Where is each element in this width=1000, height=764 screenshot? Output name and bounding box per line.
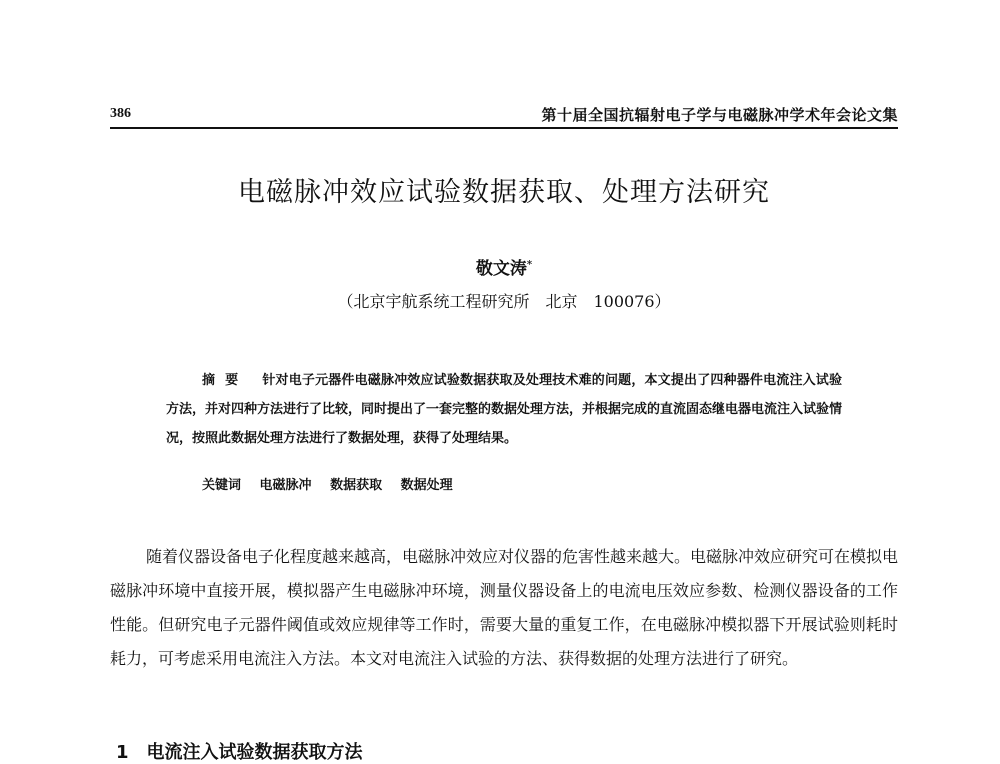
- running-title: 第十届全国抗辐射电子学与电磁脉冲学术年会论文集: [541, 106, 898, 124]
- keywords-label: 关键词: [202, 478, 242, 493]
- page-number: 386: [110, 106, 131, 121]
- keyword-item: 电磁脉冲: [259, 478, 312, 493]
- abstract-label: 摘要: [202, 373, 249, 388]
- page-header: [110, 104, 898, 128]
- section-title: 电流注入试验数据获取方法: [146, 742, 363, 763]
- section-heading: [116, 738, 363, 764]
- abstract-text: 针对电子元器件电磁脉冲效应试验数据获取及处理技术难的问题，本文提出了四种器件电流注入试验方法，并对四种方法进行了比较，同时提出了一套完整的数据处理方法，并根据完成的直流固态继电器电流注入试验情况，按照此数据处理方法进行了数据处理，获得了处理结果。: [166, 373, 843, 446]
- keyword-item: 数据获取: [330, 478, 383, 493]
- paper-title: 电磁脉冲效应试验数据获取、处理方法研究: [238, 177, 770, 208]
- affiliation: （北京宇航系统工程研究所 北京 100076）: [337, 292, 671, 311]
- author-name: 敬文涛: [475, 259, 527, 279]
- abstract: [166, 366, 842, 453]
- author-footnote-mark: *: [526, 259, 533, 271]
- keyword-item: 数据处理: [400, 478, 453, 493]
- intro-paragraph: [110, 540, 898, 676]
- section-number: 1: [116, 742, 129, 763]
- intro-paragraph-text: 随着仪器设备电子化程度越来越高，电磁脉冲效应对仪器的危害性越来越大。电磁脉冲效应研究可在模拟电磁脉冲环境中直接开展，模拟器产生电磁脉冲环境，测量仪器设备上的电流电压效应参数、检测仪器设备的工作性能。但研究电子元器件阈值或效应规律等工作时，需要大量的重复工作，在电磁脉冲模拟器下开展试验则耗时耗力，可考虑采用电流注入方法。本文对电流注入试验的方法、获得数据的处理方法进行了研究。: [110, 547, 899, 668]
- keywords: [202, 474, 453, 493]
- author: [110, 254, 898, 279]
- header-rule: [110, 127, 898, 129]
